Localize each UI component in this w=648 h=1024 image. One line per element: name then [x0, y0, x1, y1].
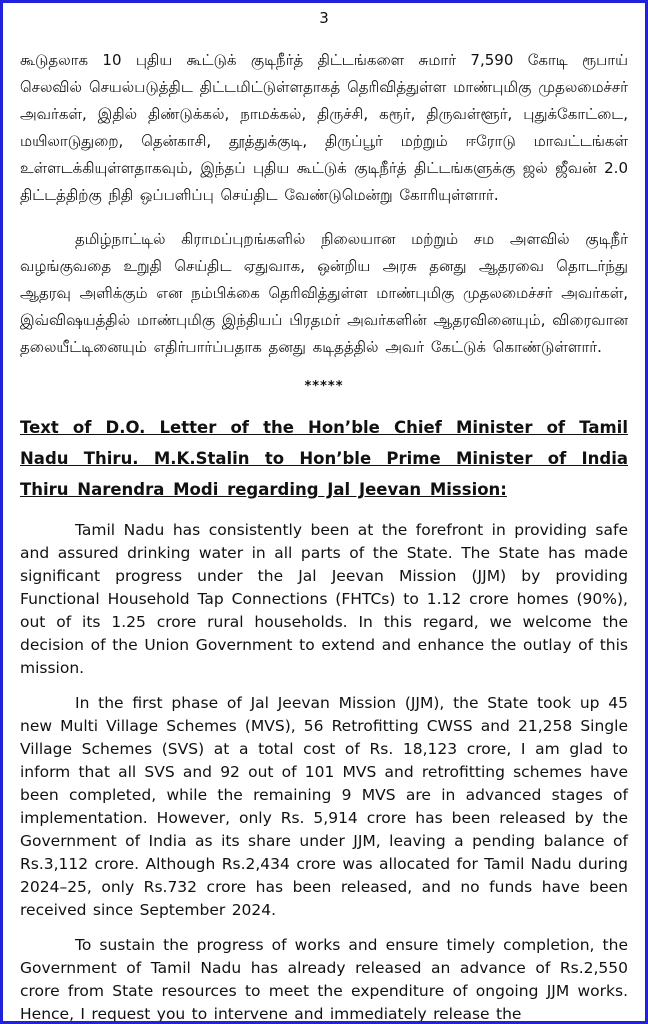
tamil-paragraph-cm-request: தமிழ்நாட்டில் கிராமப்புறங்களில் நிலையான மற்றும் சம அளவில் குடிநீர் வழங்குவதை உறுதி செய்திட ஏதுவாக, ஒன்றிய அரசு தனது ஆதரவை தொடர்ந்து ஆதரவு அளிக்கும் என நம்பிக்கை தெரிவித்துள்ள மாண்புமிகு முதலமைச்சர் அவர்கள், இவ்விஷயத்தில் மாண்புமிகு இந்தியப் பிரதமர் அவர்களின் ஆதரவினையும், விரைவான தலையீட்டினையும் எதிர்பார்ப்பதாக தனது கடிதத்தில் அவர் கேட்டுக் கொண்டுள்ளார். [20, 230, 628, 356]
english-paragraph-jjm-progress: Tamil Nadu has consistently been at the forefront in providing safe and assured drinking water in all parts of the State. The State has made significant progress under the Jal Jeevan Mission (JJM) by providing Functional Household Tap Connections (FHTCs) to 1.12 crore homes (90%), out of its 1.25 crore rural households. In this regard, we welcome the decision of the Union Government to extend and enhance the outlay of this mission. [20, 521, 628, 677]
english-paragraph-sustain-progress: To sustain the progress of works and ensure timely completion, the Government of Tamil Nadu has already released an advance of Rs.2,550 crore from State resources to meet the expenditure of ongoing JJM works. Hence, I request you to intervene and immediately release the [20, 936, 628, 1023]
page-number: 3 [319, 9, 329, 27]
english-paragraph-first-phase: In the first phase of Jal Jeevan Mission (JJM), the State took up 45 new Multi Village Schemes (MVS), 56 Retrofitting CWSS and 21,258 Single Village Schemes (SVS) at a total cost of Rs. 18,123 crore, I am glad to inform that all SVS and 92 out of 101 MVS and retrofitting schemes have been completed, while the remaining 9 MVS are in advanced stages of implementation. However, only Rs. 5,914 crore has been released by the Government of India as its share under JJM, leaving a pending balance of Rs.3,112 crore. Although Rs.2,434 crore was allocated for Tamil Nadu during 2024–25, only Rs.732 crore has been released, and no funds have been received since September 2024. [20, 694, 628, 919]
tamil-paragraph-new-schemes: கூடுதலாக 10 புதிய கூட்டுக் குடிநீர்த் திட்டங்களை சுமார் 7,590 கோடி ரூபாய் செலவில் செயல்படுத்திட திட்டமிட்டுள்ளதாகத் தெரிவித்துள்ள மாண்புமிகு முதலமைச்சர் அவர்கள், இதில் திண்டுக்கல், நாமக்கல், திருச்சி, கரூர், திருவள்ளூர், புதுக்கோட்டை, மயிலாடுதுறை, தென்காசி, தூத்துக்குடி, திருப்பூர் மற்றும் ஈரோடு மாவட்டங்கள் உள்ளடக்கியுள்ளதாகவும், இந்தப் புதிய கூட்டுக் குடிநீர்த் திட்டங்களுக்கு ஜல் ஜீவன் 2.0 திட்டத்திற்கு நிதி ஒப்பளிப்பு செய்திட வேண்டுமென்று கோரியுள்ளார். [20, 51, 628, 204]
letter-heading: Text of D.O. Letter of the Hon’ble Chief Minister of Tamil Nadu Thiru. M.K.Stalin to Hon’ble Prime Minister of India Thiru Narendra Modi regarding Jal Jeevan Mission: [20, 418, 628, 499]
section-separator-asterisks: ***** [304, 379, 344, 394]
